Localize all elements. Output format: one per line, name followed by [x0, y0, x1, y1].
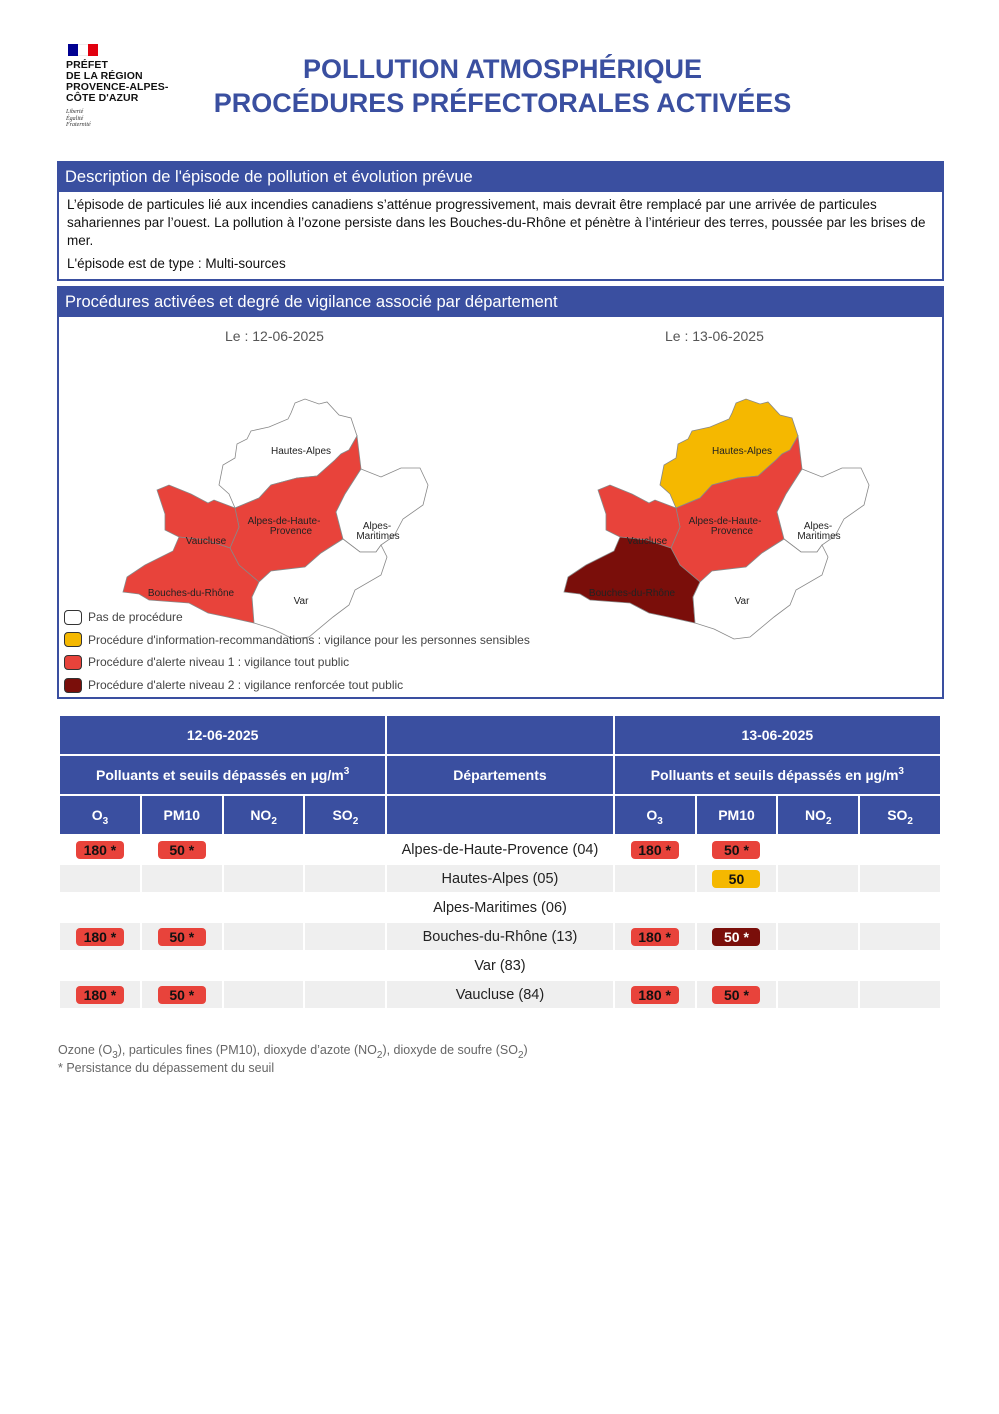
- marianne-flag-icon: [68, 44, 98, 56]
- pollutants-header-2: Polluants et seuils dépassés en $\mu g/m^3$: [615, 756, 940, 794]
- table-row: [60, 894, 940, 921]
- footnote-persistence: * Persistance du dépassement du seuil: [58, 1061, 275, 1075]
- value-cell: [615, 894, 695, 921]
- table-date1: 12-06-2025: [60, 716, 385, 754]
- legend-item: Procédure d'information-recommandations : vigilance pour les personnes sensibles: [64, 629, 530, 652]
- value-cell: [305, 865, 385, 892]
- footnote-legend: Ozone $(O_3)$, particules fines (PM10), dioxyde d’azote $(NO_2)$, dioxyde de soufre $(SO_2)$: [58, 1043, 528, 1061]
- value-cell: [305, 981, 385, 1008]
- col-header: $O_3$: [615, 796, 695, 834]
- threshold-badge: 180 *: [631, 986, 679, 1004]
- value-cell: [860, 836, 940, 863]
- col-header: $NO_2$: [778, 796, 858, 834]
- value-cell: [142, 981, 222, 1008]
- prefecture-logo: [66, 44, 186, 129]
- table-row: [60, 836, 940, 863]
- episode-type: L'épisode est de type : Multi-sources: [67, 256, 286, 271]
- departments-header: Départements: [387, 756, 612, 794]
- map1-label-var: Var: [293, 596, 309, 607]
- value-cell: [305, 836, 385, 863]
- value-cell: [142, 894, 222, 921]
- map2-label-bdr: Bouches-du-Rhône: [588, 588, 676, 599]
- value-cell: [778, 981, 858, 1008]
- pollutants-table: [58, 714, 942, 1010]
- threshold-badge: 50 *: [158, 928, 206, 946]
- threshold-badge: 50 *: [712, 928, 760, 946]
- legend-swatch: [64, 632, 82, 647]
- value-cell: [615, 836, 695, 863]
- legend-swatch: [64, 610, 82, 625]
- value-cell: [860, 894, 940, 921]
- threshold-badge: 50 *: [712, 986, 760, 1004]
- col-header: PM10: [697, 796, 777, 834]
- logo-text: PRÉFET DE LA RÉGION PROVENCE-ALPES- CÔTE D'AZUR: [66, 59, 169, 104]
- value-cell: [778, 865, 858, 892]
- col-header: $O_3$: [60, 796, 140, 834]
- map2-date: Le : 13-06-2025: [665, 328, 764, 344]
- legend-swatch: [64, 655, 82, 670]
- value-cell: [142, 923, 222, 950]
- value-cell: [697, 981, 777, 1008]
- threshold-badge: 180 *: [631, 841, 679, 859]
- value-cell: [615, 981, 695, 1008]
- pollutants-header-1: Polluants et seuils dépassés en $\mu g/m^3$: [60, 756, 385, 794]
- col-header: [387, 796, 612, 834]
- value-cell: [305, 952, 385, 979]
- map1-label-ahp-2: Provence: [269, 526, 313, 537]
- description-panel: [57, 161, 944, 281]
- map1-label-am-1: Alpes-: [362, 521, 392, 532]
- value-cell: [778, 836, 858, 863]
- threshold-badge: 180 *: [76, 928, 124, 946]
- procedures-panel: [57, 286, 944, 699]
- department-name: Alpes-Maritimes (06): [433, 899, 567, 916]
- table-row: [60, 952, 940, 979]
- legend-item: Procédure d'alerte niveau 2 : vigilance renforcée tout public: [64, 674, 530, 697]
- legend-swatch: [64, 678, 82, 693]
- value-cell: [224, 865, 304, 892]
- value-cell: [60, 923, 140, 950]
- logo-motto: Liberté Égalité Fraternité: [66, 109, 91, 128]
- map2-label-ahp-1: Alpes-de-Haute-: [688, 516, 762, 527]
- footnotes: [58, 1042, 528, 1077]
- value-cell: [224, 836, 304, 863]
- value-cell: [142, 865, 222, 892]
- value-cell: [305, 894, 385, 921]
- value-cell: [615, 952, 695, 979]
- table-row: [60, 923, 940, 950]
- page-title: POLLUTION ATMOSPHÉRIQUE PROCÉDURES PRÉFECTORALES ACTIVÉES: [213, 54, 792, 118]
- value-cell: [697, 952, 777, 979]
- value-cell: [860, 981, 940, 1008]
- value-cell: [224, 923, 304, 950]
- threshold-badge: 180 *: [631, 928, 679, 946]
- threshold-badge: 180 *: [76, 986, 124, 1004]
- table-row: [60, 981, 940, 1008]
- value-cell: [305, 923, 385, 950]
- value-cell: [697, 865, 777, 892]
- map1-label-bdr: Bouches-du-Rhône: [147, 588, 235, 599]
- value-cell: [697, 923, 777, 950]
- department-name: Var (83): [474, 957, 526, 974]
- description-text: L’épisode de particules lié aux incendies canadiens s’atténue progressivement, mais devrait être remplacé par une arrivée de particules sahariennes par l’ouest. La pollution à l’ozone persiste dans les Bouches-du-Rhône et pénètre à l’intérieur des terres, poussée par les brises de mer.: [67, 197, 926, 248]
- value-cell: [60, 865, 140, 892]
- threshold-badge: 50 *: [712, 841, 760, 859]
- value-cell: [224, 981, 304, 1008]
- map2-label-am-2: Maritimes: [797, 531, 841, 542]
- value-cell: [60, 894, 140, 921]
- map2-label-vaucluse: Vaucluse: [626, 536, 668, 547]
- value-cell: [860, 952, 940, 979]
- map1-label-am-2: Maritimes: [356, 531, 400, 542]
- map-legend: [64, 606, 530, 696]
- table-empty-header: [387, 716, 612, 754]
- map2-label-ahp-2: Provence: [710, 526, 754, 537]
- department-name: Alpes-de-Haute-Provence (04): [401, 841, 599, 858]
- map1-label-ahp-1: Alpes-de-Haute-: [247, 516, 321, 527]
- value-cell: [615, 923, 695, 950]
- value-cell: [224, 894, 304, 921]
- value-cell: [697, 894, 777, 921]
- legend-item: Procédure d'alerte niveau 1 : vigilance tout public: [64, 651, 530, 674]
- value-cell: [60, 952, 140, 979]
- threshold-badge: 50 *: [158, 986, 206, 1004]
- map-12-06-2025: [59, 357, 499, 647]
- value-cell: [142, 836, 222, 863]
- value-cell: [778, 894, 858, 921]
- threshold-badge: 180 *: [76, 841, 124, 859]
- map-13-06-2025: [500, 357, 940, 647]
- map2-label-am-1: Alpes-: [803, 521, 833, 532]
- threshold-badge: 50: [712, 870, 760, 888]
- value-cell: [860, 923, 940, 950]
- map2-label-var: Var: [734, 596, 750, 607]
- value-cell: [142, 952, 222, 979]
- table-date2: 13-06-2025: [615, 716, 940, 754]
- table-row: [60, 865, 940, 892]
- col-header: PM10: [142, 796, 222, 834]
- department-name: Vaucluse (84): [387, 981, 612, 1008]
- col-header: $NO_2$: [224, 796, 304, 834]
- value-cell: [697, 836, 777, 863]
- col-header: $SO_2$: [860, 796, 940, 834]
- value-cell: [778, 952, 858, 979]
- map1-label-hautes-alpes: Hautes-Alpes: [270, 446, 332, 457]
- threshold-badge: 50 *: [158, 841, 206, 859]
- map2-label-hautes-alpes: Hautes-Alpes: [711, 446, 773, 457]
- value-cell: [778, 923, 858, 950]
- description-heading: Description de l'épisode de pollution et évolution prévue: [59, 163, 942, 192]
- legend-item: Pas de procédure: [64, 606, 530, 629]
- value-cell: [60, 836, 140, 863]
- value-cell: [615, 865, 695, 892]
- map1-label-vaucluse: Vaucluse: [185, 536, 227, 547]
- department-name: Bouches-du-Rhône (13): [387, 923, 612, 950]
- map1-date: Le : 12-06-2025: [225, 328, 324, 344]
- value-cell: [224, 952, 304, 979]
- department-name: Hautes-Alpes (05): [387, 865, 612, 892]
- col-header: $SO_2$: [305, 796, 385, 834]
- procedures-heading: Procédures activées et degré de vigilance associé par département: [59, 288, 942, 317]
- value-cell: [60, 981, 140, 1008]
- value-cell: [860, 865, 940, 892]
